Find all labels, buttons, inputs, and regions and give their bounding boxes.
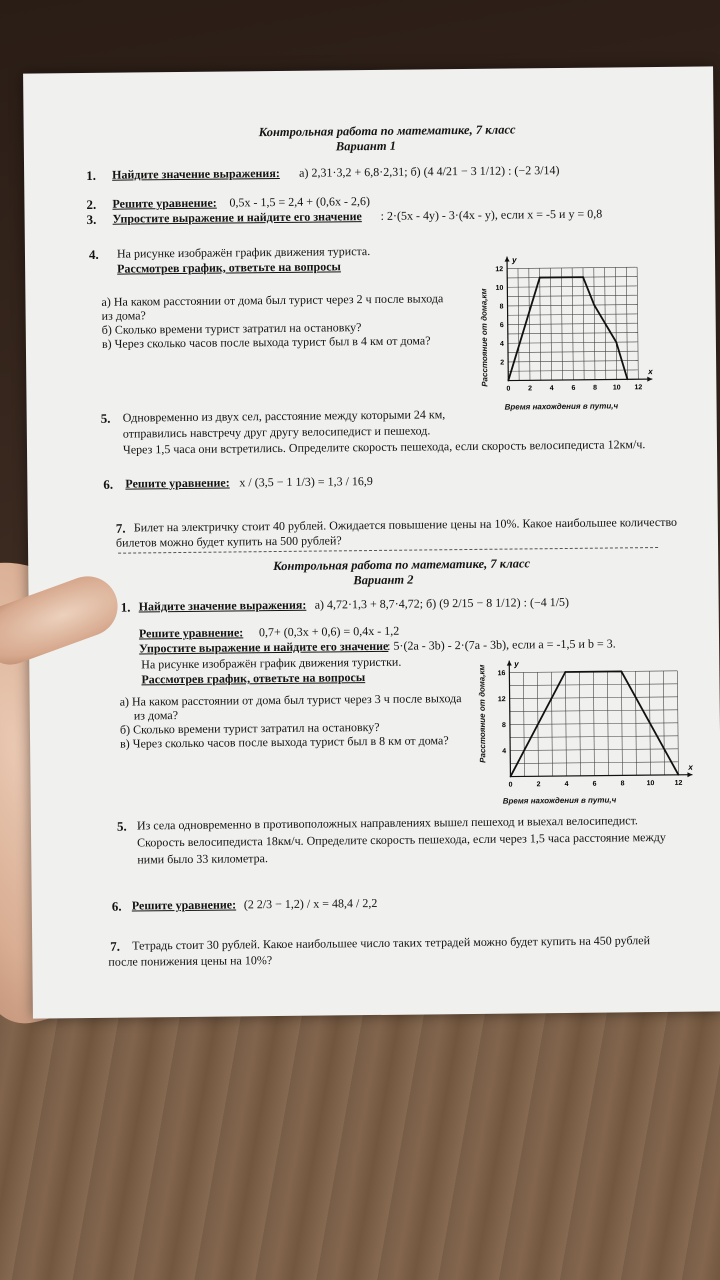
v1-task2-number: 2. [86,196,97,212]
v1-graph-motion-line [507,277,627,381]
v1-graph-x-tick-label: 0 [506,385,511,393]
v1-task1-expression: а) 2,31·3,2 + 6,8·2,31; б) (4 4/21 − 3 1/12) : (−2 3/14) [299,163,560,180]
v2-graph-x-tick-label: 8 [620,780,625,788]
v2-task5-line2: Скорость велосипедиста 18км/ч. Определите скорость пешехода, если через 1,5 часа расстояние между [137,829,666,850]
v1-task4-question-b: б) Сколько времени турист затратил на остановку? [101,320,362,337]
v2-task4-text: На рисунке изображён график движения туристки. [141,654,402,672]
v1-task5-line3: Через 1,5 часа они встретились. Определите скорость пешехода, если скорость велосипедиста 12км/ч. [122,437,646,457]
v2-task1-label: Найдите значение выражения: [138,597,307,614]
v1-graph-y-axis [507,257,508,381]
v2-task4-question-a: а) На каком расстоянии от дома был турист через 3 ч после выхода [119,691,462,709]
v2-graph-y-axis-letter: y [514,659,519,669]
v2-task6-label: Решите уравнение: [131,897,237,913]
v2-graph-y-arrow [507,661,512,666]
v2-task2-label: Решите уравнение: [138,625,244,641]
v1-task6-number: 6. [103,476,114,492]
wooden-table [0,1000,720,1280]
v2-graph-xlabel: Время нахождения в пути,ч [502,795,617,806]
v2-graph-ylabel: Расстояние от дома,км [477,664,488,763]
v2-task7-line2: после понижения цены на 10%? [108,953,273,969]
v2-graph-x-tick-label: 10 [646,780,655,788]
v1-task4-question-c: в) Через сколько часов после выхода турист был в 4 км от дома? [101,333,431,351]
v2-task5-line3: ними было 33 километра. [137,851,269,867]
v2-task3-label: Упростите выражение и найдите его значение [139,638,389,656]
v1-task5-line2: отправились навстречу друг другу велосипедист и пешеход. [122,423,431,441]
v1-travel-graph [477,249,689,411]
v1-task7-line2: билетов можно будет купить на 500 рублей? [115,533,342,550]
v2-graph-y-axis [509,661,510,777]
v1-graph-x-tick-label: 6 [571,384,576,392]
v1-graph-y-tick-label: 4 [499,340,504,348]
v2-graph-y-tick-label: 12 [497,696,506,704]
v1-graph-x-tick-label: 12 [634,384,643,392]
v2-task4-subtitle: Рассмотрев график, ответьте на вопросы [141,670,366,687]
v1-graph-svg [477,249,689,401]
v1-graph-xlabel: Время нахождения в пути,ч [504,401,619,412]
v1-task4-text: На рисунке изображён график движения туриста. [116,244,371,261]
v2-task6-number: 6. [111,898,122,914]
v2-graph-y-tick-label: 8 [501,722,506,730]
v1-graph-y-tick-label: 2 [500,359,505,367]
test-sheet [23,66,720,1018]
v1-graph-y-axis-letter: y [512,255,517,265]
v2-travel-graph [475,648,717,811]
v2-graph-x-tick-label: 2 [536,781,541,789]
v1-task6-label: Решите уравнение: [125,475,230,491]
v2-task7-line1: Тетрадь стоит 30 рублей. Какое наибольшее число таких тетрадей можно будет купить на 450 рублей [132,933,651,953]
v2-graph-svg [475,648,717,799]
v1-task2-expression: 0,5x - 1,5 = 2,4 + (0,6x - 2,6) [229,194,371,210]
v1-graph-x-axis-letter: x [648,367,653,377]
v2-task4-question-c: в) Через сколько часов после выхода турист был в 8 км от дома? [120,733,449,751]
v1-graph-x-arrow [647,377,652,382]
v2-graph-y-tick-label: 4 [502,748,507,756]
v2-task2-expression: 0,7+ (0,3x + 0,6) = 0,4x - 1,2 [258,623,400,640]
v1-graph-ylabel: Расстояние от дома,км [479,288,490,387]
v1-graph-y-tick-label: 8 [499,303,504,311]
v1-task3-label: Упростите выражение и найдите его значение [112,209,362,226]
v2-task5-number: 5. [116,818,127,834]
v1-graph-x-tick-label: 2 [528,385,533,393]
v2-graph-x-tick-label: 0 [508,781,513,789]
v1-task4-question-a-cont: из дома? [101,308,146,323]
v1-task1-label: Найдите значение выражения: [112,165,280,182]
v2-graph-x-axis-letter: x [688,762,693,772]
v1-graph-y-tick-label: 6 [499,322,504,330]
v1-task4-question-a: а) На каком расстоянии от дома был турист через 2 ч после выхода [101,291,444,309]
v2-graph-x-tick-label: 4 [564,780,569,789]
v1-task5-line1: Одновременно из двух сел, расстояние между которыми 24 км, [122,407,446,425]
v2-task1-number: 1. [120,599,131,615]
v1-task3-expression: : 2·(5x - 4y) - 3·(4x - y), если x = -5 и y = 0,8 [380,206,603,223]
v1-task4-number: 4. [88,246,99,262]
v2-graph-y-tick-label: 16 [497,670,506,678]
v2-task6-equation: (2 2/3 − 1,2) / x = 48,4 / 2,2 [243,895,378,912]
v2-task5-line1: Из села одновременно в противоположных направлениях вышел пешеход и выехал велосипедист. [136,813,638,833]
v2-task4-question-a-cont: из дома? [133,708,179,723]
v2-task7-number: 7. [110,938,121,954]
v1-graph-y-tick-label: 10 [495,284,504,292]
v1-task5-number: 5. [100,410,111,426]
v1-task7-line1: Билет на электричку стоит 40 рублей. Ожидается повышение цены на 10%. Какое наибольшее количество [133,514,678,535]
v1-task2-label: Решите уравнение: [112,195,217,211]
v2-task4-question-b: б) Сколько времени турист затратил на остановку? [119,719,380,737]
v1-title: Контрольная работа по математике, 7 класс [258,122,516,140]
v1-task4-subtitle: Рассмотрев график, ответьте на вопросы [117,259,341,276]
v1-task6-equation: x / (3,5 − 1 1/3) = 1,3 / 16,9 [239,473,373,490]
v2-variant: Вариант 2 [353,572,414,588]
v1-graph-y-arrow [505,257,510,262]
v2-graph-x-tick-label: 12 [674,779,683,787]
v1-graph-x-tick-label: 10 [612,384,621,392]
v2-graph-x-tick-label: 6 [592,780,597,788]
v1-task7-number: 7. [115,520,126,536]
v2-title: Контрольная работа по математике, 7 класс [273,556,531,574]
v1-graph-y-tick-label: 12 [495,266,504,274]
v2-graph-x-arrow [687,772,692,777]
v1-graph-x-tick-label: 4 [549,385,554,393]
v1-task3-number: 3. [86,211,97,227]
v2-graph-x-axis [510,775,692,777]
v2-task3-expression: : 5·(2a - 3b) - 2·(7a - 3b), если a = -1,5 и b = 3. [387,636,616,653]
v1-task1-number: 1. [86,167,96,183]
v1-variant: Вариант 1 [335,138,396,154]
v2-task1-expression: а) 4,72·1,3 + 8,7·4,72; б) (9 2/15 − 8 1/12) : (−4 1/5) [314,594,570,612]
v1-graph-x-tick-label: 8 [593,384,598,392]
